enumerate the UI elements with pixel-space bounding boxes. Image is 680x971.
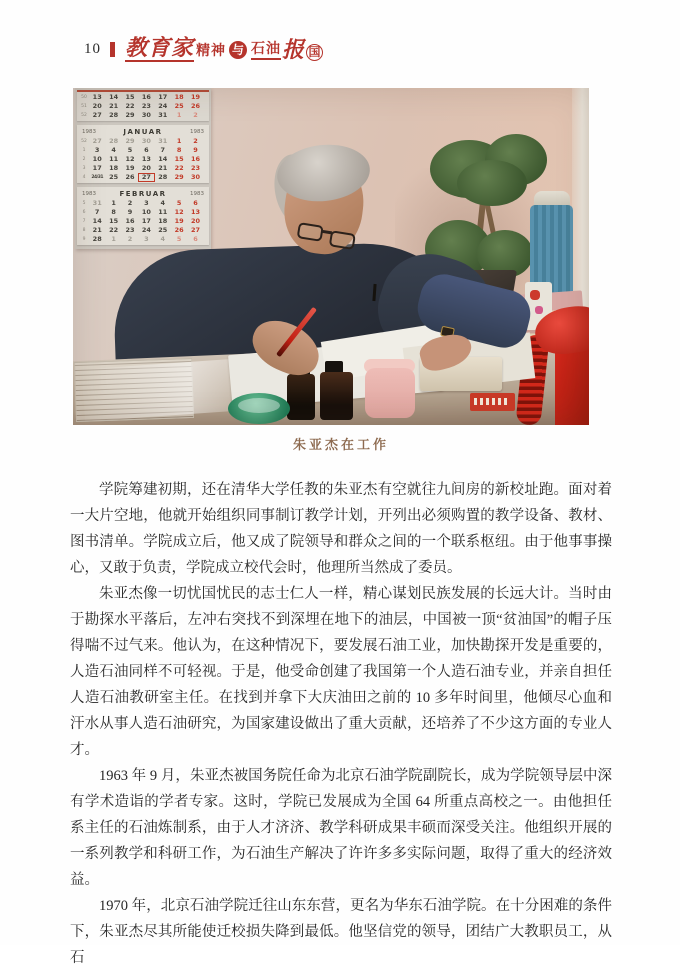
calendar-day: 15: [109, 217, 119, 225]
article-paragraph: 朱亚杰像一切忧国忧民的志士仁人一样，精心谋划民族发展的长远大计。当时由于勘探水平落后，左冲右突找不到深埋在地下的油层，中国被一顶“贫油国”的帽子压得喘不过气来。他认为，在这种情况下，要发展石油工业，加快勘探开发是重要的，人造石油同样不可轻视。于是，他受命创建了我国第一个人造石油专业，并亲自担任人造石油教研室主任。在找到并拿下大庆油田之前的 10 多年时间里，他倾尽心血和汗水从事人造石油研究，为国家建设做出了重大贡献，还培养了不少这方面的专业人才。: [70, 586, 612, 758]
cup-pattern: [530, 290, 540, 300]
calendar-day: 1: [176, 111, 182, 119]
calendar-week-number: 51: [81, 104, 87, 109]
calendar-day: 3: [144, 199, 149, 207]
glasses-bridge: [322, 230, 332, 234]
calendar-day: 13: [92, 93, 102, 101]
calendar-year: 1983: [82, 128, 96, 135]
calendar-day: 29: [125, 137, 135, 145]
calendar-week-number: 52: [81, 113, 87, 118]
calendar-day: 24: [141, 226, 151, 234]
page-number: 10: [84, 40, 101, 57]
calendar-week-number: 2: [82, 157, 86, 162]
calendar-day: 10: [92, 155, 102, 163]
calendar-week-row: [79, 173, 207, 182]
calendar-day: 5: [127, 146, 133, 154]
calendar-day: 28: [158, 173, 168, 181]
calendar-day: 9: [127, 208, 133, 216]
calendar-day: 2: [127, 199, 133, 207]
calendar-day: 22: [125, 102, 135, 110]
calendar-day: 12: [174, 208, 184, 216]
calendar-day: 23: [191, 164, 201, 172]
calendar-day: 4: [111, 146, 116, 154]
calendar-day: 14: [109, 93, 119, 101]
calendar-week-number: 4: [82, 175, 86, 180]
calendar-day: 6: [193, 199, 198, 207]
calendar-day: 20: [141, 164, 151, 172]
calendar-day: 10: [141, 208, 151, 216]
wall-calendar: [75, 88, 211, 249]
photo-figure: [70, 88, 612, 453]
paragraph-list: [70, 477, 612, 971]
article-paragraph: 1970 年，北京石油学院迁往山东东营，更名为华东石油学院。在十分困难的条件下，朱亚杰尽其所能使迁校损失降到最低。他坚信党的领导，团结广大教职员工，从石: [70, 898, 612, 966]
calendar-day: 17: [92, 164, 102, 172]
calendar-month: FEBRUAR: [119, 189, 167, 198]
calendar-day: 6: [144, 146, 149, 154]
calendar-week-row: [79, 226, 207, 235]
photo-caption: 朱亚杰在工作: [292, 437, 389, 452]
calendar-day: 31: [158, 137, 168, 145]
title-part-spirit: 精神: [196, 43, 227, 59]
calendar-day: 21: [158, 164, 168, 172]
calendar-day: 15: [174, 155, 184, 163]
calendar-day: 15: [125, 93, 135, 101]
calendar-section-januar: [77, 125, 209, 183]
calendar-day: 21: [92, 226, 102, 234]
calendar-day: 31: [92, 199, 102, 207]
calendar-day: 8: [176, 146, 182, 154]
calendar-day: 14: [92, 217, 102, 225]
calendar-day: 5: [176, 199, 182, 207]
article-paragraph: 学院筹建初期，还在清华大学任教的朱亚杰有空就往九间房的新校址跑。面对着一大片空地，他就开始组织同事制订教学计划，开列出必须购置的教学设备、教材、图书清单。学院成立后，他又成了院领导和群众之间的一个联系枢纽。由于他事事操心，又敢于负责，学院成立校代会时，他理所当然成了委员。: [70, 482, 612, 576]
title-and-circle: 与: [229, 41, 247, 59]
calendar-day: 2: [193, 111, 198, 119]
calendar-week-row: [79, 235, 207, 244]
calendar-week-row: [79, 102, 207, 111]
article-paragraph: 1963 年 9 月，朱亚杰被国务院任命为北京石油学院副院长，成为学院领导层中深有学术造诣的学者专家。这时，学院已发展成为全国 64 所重点高校之一。由他担任系主任的石油炼制系，由于人才济济、教学科研成果丰硕而深受关注。他组织开展的一系列教学和科研工作，为石油生产解决了许许多多实际问题，取得了重大的经济效益。: [70, 768, 612, 888]
red-matchbox: [470, 393, 515, 411]
calendar-week-row: [79, 208, 207, 217]
calendar-day: 4: [160, 199, 166, 207]
calendar-day: 23: [141, 102, 151, 110]
calendar-week-row: [79, 217, 207, 226]
calendar-day: 3: [94, 146, 100, 154]
calendar-section-februar: [77, 187, 209, 245]
calendar-week-row: [79, 199, 207, 208]
calendar-day: 31: [158, 111, 168, 119]
calendar-day: 28: [109, 111, 119, 119]
title-country-circle: 国: [306, 44, 323, 61]
calendar-day: 24/31: [91, 175, 104, 180]
calendar-day: 18: [109, 164, 119, 172]
calendar-week-row: [79, 164, 207, 173]
calendar-day: 1: [111, 199, 116, 207]
calendar-week-number: 7: [82, 219, 86, 224]
calendar-day: 16: [125, 217, 135, 225]
calendar-day: 16: [141, 93, 151, 101]
calendar-day: 7: [160, 146, 166, 154]
calendar-day: 6: [193, 235, 198, 243]
calendar-section: [77, 90, 209, 121]
calendar-day: 28: [92, 235, 102, 243]
calendar-day: 13: [191, 208, 201, 216]
calendar-day: 8: [111, 208, 116, 216]
calendar-day: 30: [141, 111, 151, 119]
title-part-oil: 石油: [251, 42, 281, 60]
calendar-day: 16: [191, 155, 201, 163]
calendar-week-number: 5: [82, 201, 86, 206]
calendar-day: 13: [141, 155, 151, 163]
plant-foliage: [457, 160, 527, 206]
calendar-day: 26: [191, 102, 201, 110]
calendar-day: 19: [125, 164, 135, 172]
calendar-day: 29: [125, 111, 135, 119]
book-title: [125, 34, 323, 62]
calendar-day: 3: [144, 235, 149, 243]
calendar-day: 11: [109, 155, 119, 163]
calendar-day: 18: [174, 93, 184, 101]
calendar-day: 30: [191, 173, 201, 181]
calendar-day: 25: [158, 226, 168, 234]
calendar-week-row: [79, 137, 207, 146]
calendar-day: 24: [158, 102, 168, 110]
calendar-month: JANUAR: [123, 127, 163, 136]
calendar-week-row: [79, 155, 207, 164]
calendar-week-number: 9: [82, 237, 86, 242]
calendar-day: 17: [141, 217, 151, 225]
calendar-day: 12: [125, 155, 135, 163]
calendar-day: 20: [92, 102, 102, 110]
calendar-day: 1: [176, 137, 182, 145]
calendar-week-row: [79, 146, 207, 155]
calendar-day: 11: [158, 208, 168, 216]
calendar-day: 19: [174, 217, 184, 225]
calendar-day: 25: [109, 173, 119, 181]
calendar-day: 20: [191, 217, 201, 225]
glasses-left-lens: [297, 222, 324, 242]
pink-jar: [365, 368, 415, 418]
calendar-week-number: 1: [82, 148, 86, 153]
calendar-day: 27: [191, 226, 201, 234]
calendar-day: 2: [193, 137, 198, 145]
calendar-day: 25: [174, 102, 184, 110]
ink-bottle: [320, 372, 353, 420]
calendar-day: 22: [109, 226, 119, 234]
calendar-day: 22: [174, 164, 184, 172]
ink-bottle: [287, 374, 315, 420]
ashtray-inner: [238, 398, 280, 413]
calendar-week-number: 6: [82, 210, 86, 215]
title-part-serve: 报: [282, 36, 306, 62]
calendar-day: 5: [176, 235, 182, 243]
calendar-day: 28: [109, 137, 119, 145]
cup-pattern: [535, 306, 543, 314]
calendar-week-number: 52: [81, 139, 87, 144]
article-body: [70, 477, 612, 971]
calendar-day: 26: [125, 173, 135, 181]
calendar-year: 1983: [189, 190, 204, 197]
calendar-week-number: 3: [82, 166, 86, 171]
calendar-day: 17: [158, 93, 168, 101]
calendar-day: 23: [125, 226, 135, 234]
glasses-right-lens: [329, 230, 356, 250]
calendar-day: 27: [92, 111, 102, 119]
calendar-week-row: [79, 111, 207, 120]
calendar-day: 30: [141, 137, 151, 145]
calendar-year: 1983: [189, 128, 204, 135]
calendar-day: 18: [158, 217, 168, 225]
calendar-day: 27: [92, 137, 102, 145]
calendar-header: [79, 126, 207, 137]
calendar-day: 21: [109, 102, 119, 110]
calendar-day: 1: [111, 235, 116, 243]
calendar-day: 7: [94, 208, 100, 216]
title-part-educator: 教育家: [125, 34, 195, 60]
calendar-day: 29: [174, 173, 184, 181]
calendar-day: 14: [158, 155, 168, 163]
page-header: [84, 36, 323, 62]
calendar-day: 26: [174, 226, 184, 234]
photo-zhu-yajie-working: [73, 88, 589, 425]
calendar-day: 2: [127, 235, 133, 243]
calendar-week-row: [79, 93, 207, 102]
calendar-day: 9: [193, 146, 198, 154]
calendar-header: [79, 188, 207, 199]
header-divider-bar: [110, 42, 115, 57]
telephone-body: [555, 344, 589, 425]
calendar-day: 27: [138, 173, 154, 182]
calendar-week-number: 50: [81, 95, 87, 100]
calendar-day: 19: [191, 93, 201, 101]
calendar-day: 4: [160, 235, 166, 243]
calendar-year: 1983: [82, 190, 96, 197]
calendar-week-number: 8: [82, 228, 86, 233]
